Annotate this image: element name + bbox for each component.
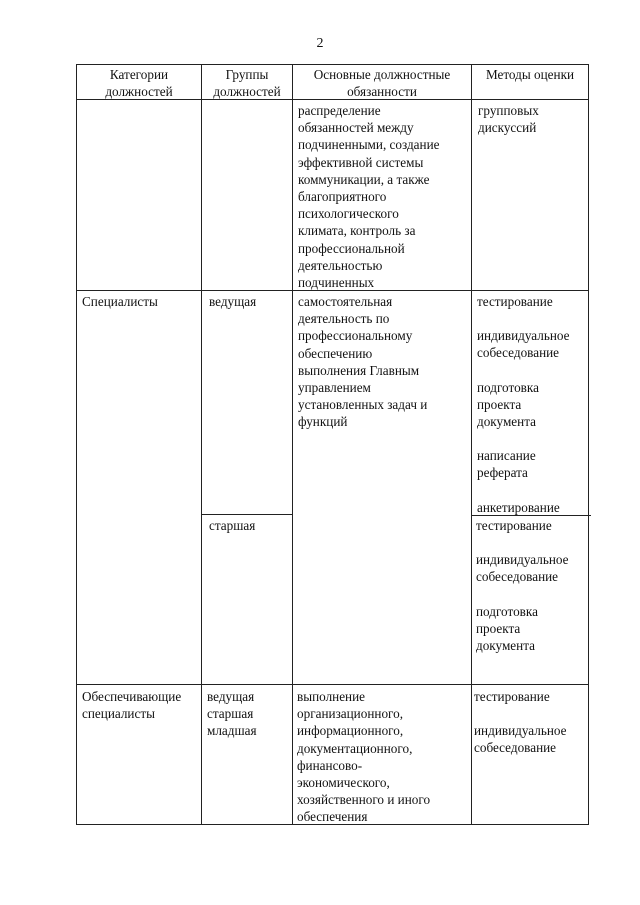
support-groups: ведущая старшая младшая: [207, 689, 257, 739]
support-methods: тестирование индивидуальное собеседование: [474, 689, 567, 756]
support-duties: выполнение организационного, информационного, документационного, финансово- экономического, хозяйственного и иного обеспечения: [297, 689, 431, 825]
header-methods: Методы оценки: [485, 67, 575, 82]
specialists-group-lead: ведущая: [209, 294, 257, 309]
method-interview: индивидуальное: [477, 328, 570, 344]
specialists-duties: самостоятельная деятельность по профессиональному обеспечению выполнения Главным управлением установленных задач и функций: [298, 294, 428, 430]
col2-border: [201, 64, 202, 825]
page-number: 2: [316, 36, 324, 51]
header-categories: Категории должностей: [105, 67, 173, 100]
specialists-category: Специалисты: [82, 294, 158, 309]
header-groups: Группы должностей: [213, 67, 281, 100]
specialists-group-senior: старшая: [209, 518, 256, 533]
left-border: [76, 64, 77, 825]
method-testing: тестирование: [474, 689, 550, 704]
col3-border: [292, 64, 293, 825]
right-border: [588, 64, 589, 825]
method-interview: индивидуальное: [476, 552, 569, 568]
group-split-border: [201, 514, 293, 515]
row2-bottom-border: [76, 684, 589, 685]
method-interview: индивидуальное: [474, 723, 567, 739]
col4-border: [471, 64, 472, 825]
method-draft-document: подготовка: [476, 603, 538, 619]
table-top-border: [76, 64, 589, 65]
method-survey: анкетирование: [477, 499, 560, 515]
continuation-duties: распределение обязанностей между подчиненными, создание эффективной системы коммуникации, а также благоприятного психологического климата, контроль за профессиональной деятельностью подчиненных: [298, 103, 440, 291]
method-testing: тестирование: [476, 518, 552, 533]
support-category: Обеспечивающие специалисты: [82, 689, 182, 722]
continuation-methods: групповых дискуссий: [478, 103, 539, 136]
method-essay: написание: [477, 448, 536, 464]
specialists-methods-senior: тестирование индивидуальное собеседование подготовка проекта документа: [476, 518, 569, 654]
method-testing: тестирование: [477, 294, 553, 309]
header-duties: Основные должностные обязанности: [313, 67, 451, 100]
specialists-methods-lead: тестирование индивидуальное собеседование подготовка проекта документа написание реферата анкетирование: [477, 294, 570, 515]
method-draft-document: подготовка: [477, 379, 539, 395]
